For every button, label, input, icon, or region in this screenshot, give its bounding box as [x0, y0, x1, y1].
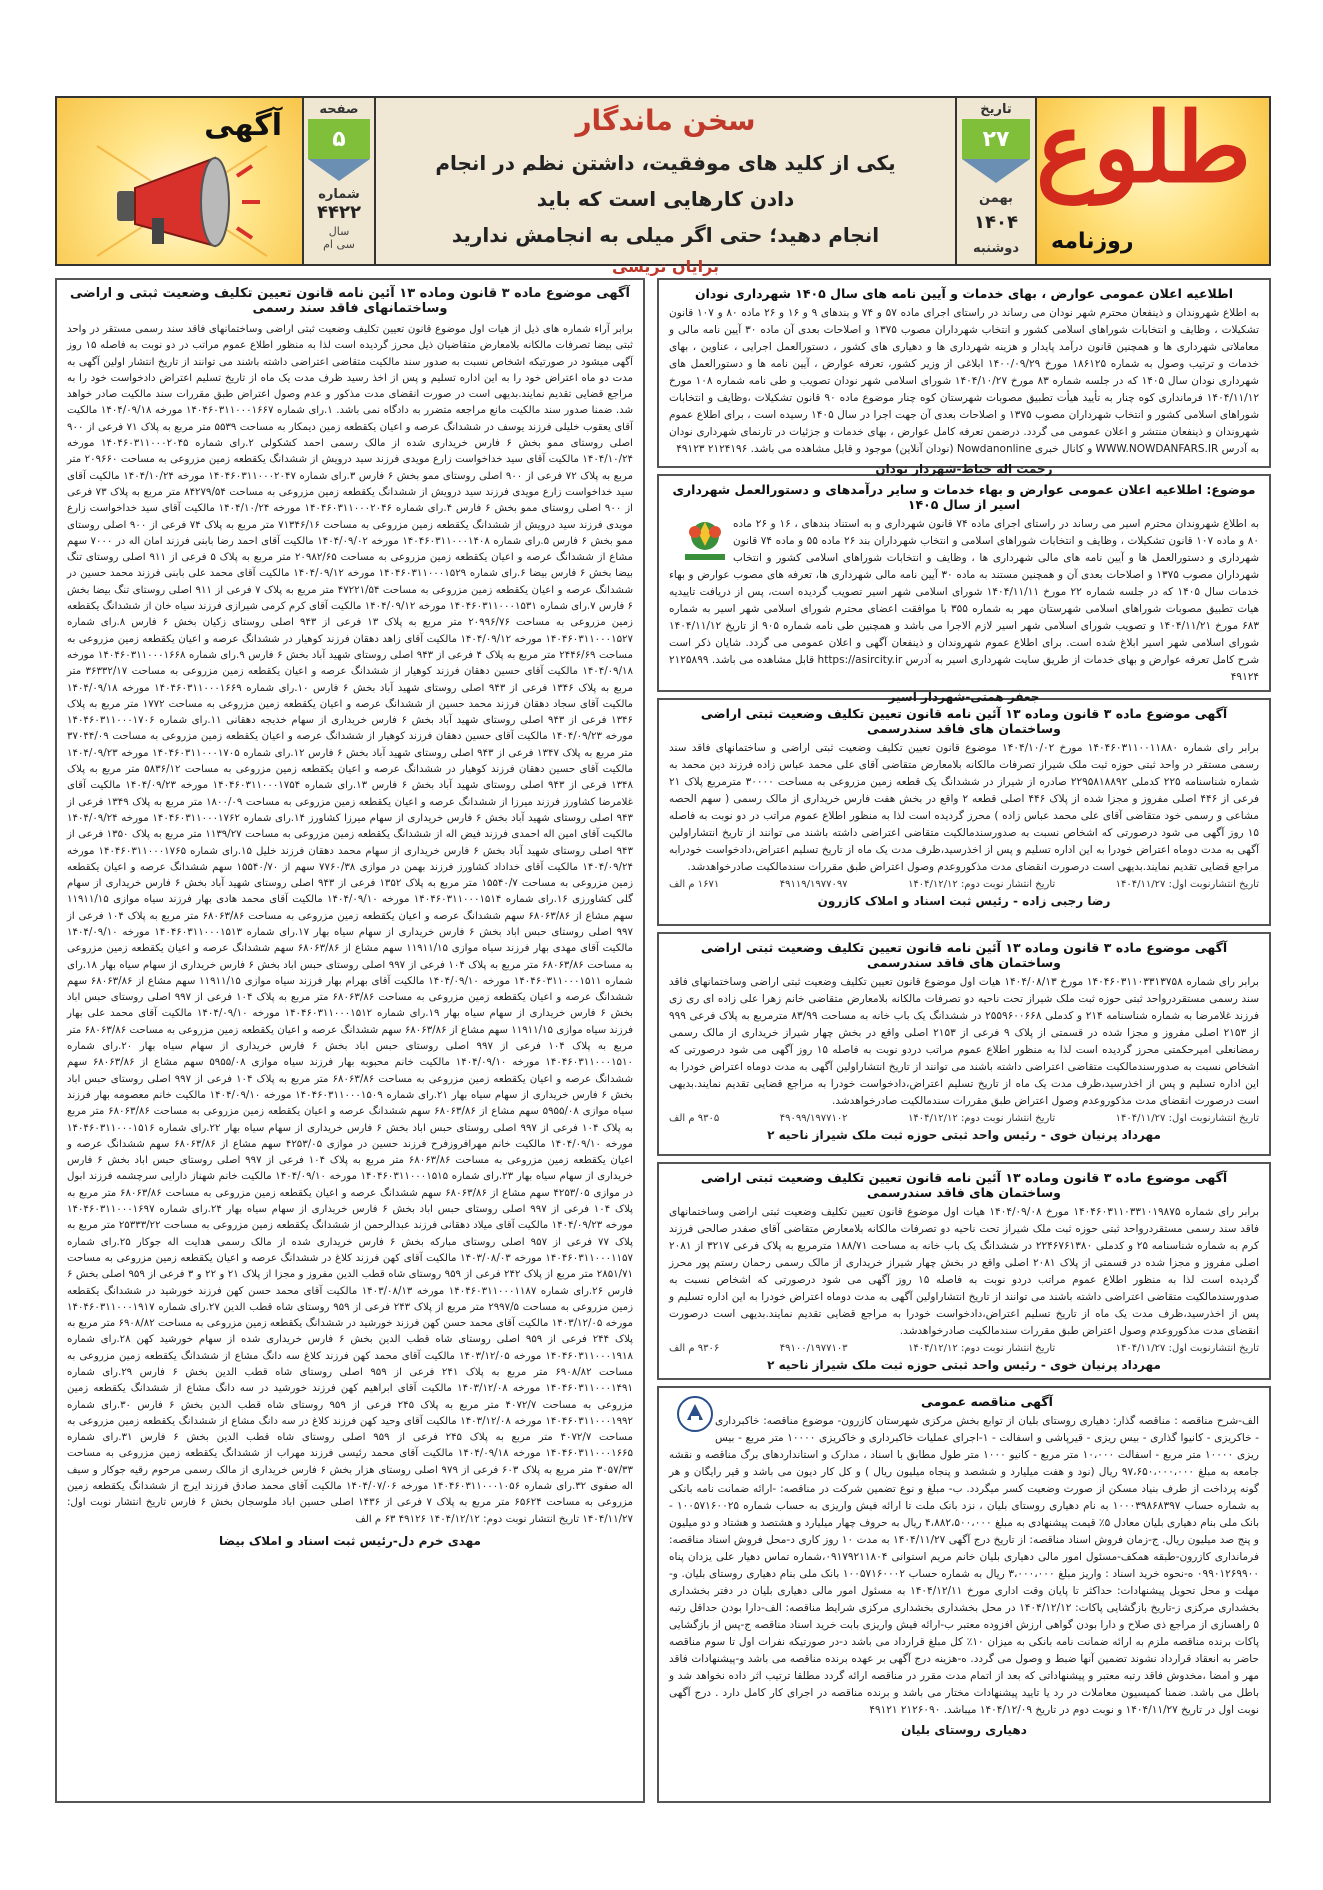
reference-code-2: ۹۳۰۶ م الف	[669, 1343, 720, 1354]
chevron-down-icon	[962, 159, 1030, 183]
registry-notice-column	[55, 278, 645, 1803]
date-box	[957, 98, 1037, 264]
date-label: تاریخ	[980, 102, 1012, 117]
ad-registry-shiraz-1	[657, 932, 1271, 1156]
publication-date-1: تاریخ انتشارنوبت اول: ۱۴۰۴/۱۱/۲۷	[1115, 1113, 1259, 1124]
chevron-down-icon	[308, 159, 370, 181]
year-label: سال	[328, 225, 350, 238]
megaphone-icon	[97, 146, 267, 256]
asir-municipality-logo-icon	[677, 516, 733, 562]
ad-title: آگهی موضوع ماده ۳ قانون وماده ۱۳ آئین نامه قانون تعیین تکلیف وضعیت ثبتی اراضی وساختمان های فاقد سندرسمی	[700, 706, 1228, 736]
reference-code: ۴۹۱۰۰/۱۹۷۷۱۰۳	[779, 1343, 848, 1354]
masthead	[55, 91, 1271, 276]
ad-registry-shiraz-2	[657, 1162, 1271, 1380]
ad-title: آگهی موضوع ماده ۳ قانون وماده ۱۳ آئین نامه قانون تعیین تکلیف وضعیت ثبتی اراضی وساختمان های فاقد سندرسمی	[700, 1170, 1228, 1200]
ad-body: برابر رای شماره ۱۴۰۴۶۰۳۱۱۰۳۳۱۰۱۹۸۷۵ مورخ ۱۴۰۴/۰۹/۰۸ هیات اول موضوع قانون تعیین تکلیف وضعیت ثبتی اراضی وساختمانهای فاقد سند رسمی مستقردرواحد ثبتی حوزه ثبت ملک شیراز تحت ناحیه دو تصرفات مالکانه بلامعارض متقاضی آقای صفدر صالحی فرزند کرم به شماره شناسنامه ۲۵ و کدملی ۲۲۴۶۷۶۱۳۸۰ در ششدانگ یک باب خانه به مساحت ۱۸۸/۷۱ مترمربع به پلاک فرعی ۳۲۱۷ از ۲۰۸۱ اصلی مفروز و مجزا شده در قسمتی از پلاک ۲۰۸۱ اصلی واقع در بخش چهار شیراز خریداری از مالک رسمی رحمان رستم پور محرز گردیده است لذا به منظور اطلاع عموم مراتب دردو نوبت به فاصله ۱۵ روز آگهی می شود درصورتی که اشخاص نسبت به صدورسندمالکیت متقاضی اعتراضی داشته باشند می توانند از تاریخ انتشاراولین آگهی به مدت دوماه اعتراض خودرا به این اداره تسلیم و پس از اخذرسید،ظرف مدت یک ماه از تاریخ تسلیم اعتراض،دادخواست خودرا به مراجع قضایی تقدیم نمایند.بدیهی است درصورت انقضای مدت مذکوروعدم وصول اعتراض طبق مقررات سندمالکیت صادرخواهدشد.	[669, 1206, 1259, 1337]
reference-code-2: ۹۳۰۵ م الف	[669, 1113, 720, 1124]
issue-label: شماره	[318, 187, 360, 202]
ad-registry-kazerun	[657, 698, 1271, 926]
registry-notice-body: برابر آراء شماره های ذیل از هیات اول موضوع قانون تعیین تکلیف وضعیت ثبتی اراضی وساختمانهای فاقد سند رسمی مستقر در واحد ثبتی بیضا تصرفات مالکانه بلامعارض متقاضیان ذیل محرز گردیده است لذا به منظور اطلاع عموم مراتب در دو نوبت به فاصله ۱۵ روز آگهی میشود در صورتیکه اشخاص نسبت به صدور سند مالکیت متقاضی اعتراضی داشته باشند می توانند از تاریخ انتشار اولین آگهی به مدت دو ماه اعتراض خود را به این اداره تسلیم و پس از اخذ رسید ظرف مدت یک ماه از تاریخ تسلیم اعتراض دادخواست خود را به مراجع قضایی تقدیم نمایند.بدیهی است در صورت انقضای مدت مذکور و عدم وصول اعتراض طبق مقررات سند مالکیت صادر خواهد شد. ضمنا صدور سند مالکیت مانع مراجعه متضرر به دادگاه نمی باشد. ۱.رای شماره ۱۴۰۴۶۰۳۱۱۰۰۰۱۶۶۷ مورخه ۱۴۰۴/۰۹/۱۸ مالکیت آقای یعقوب خلیلی فرزند یوسف در ششدانگ عرصه و اعیان یکقطعه زمین دیمکار به مساحت ۵۵۳۹ متر مربع به پلاک ۷۱ فرعی از ۹۰۰ اصلی روستای ممو بخش ۶ فارس خریداری شده از مالک رسمی احمد کشکولی ۲.رای شماره ۱۴۰۴۶۰۳۱۱۰۰۰۲۰۴۵ مورخه ۱۴۰۴/۱۰/۲۴ مالکیت آقای سید خداخواست زارع مویدی فرزند سید درویش از ششدانگ یکقطعه زمین مزروعی به مساحت ۲۰۹۶۶۰ متر مربع به پلاک ۷۲ فرعی از ۹۰۰ اصلی روستای ممو بخش ۶ فارس ۳.رای شماره ۱۴۰۴۶۰۳۱۱۰۰۰۲۰۴۷ مورخه ۱۴۰۴/۱۰/۲۴ مالکیت آقای سید خداخواست زارع مویدی فرزند سید درویش از ششدانگ یکقطعه زمین مزروعی به مساحت ۸۴۲۷۹/۵۴ متر مربع به پلاک ۷۳ فرعی از ۹۰۰ اصلی روستای ممو بخش ۶ فارس ۴.رای شماره ۱۴۰۴۶۰۳۱۱۰۰۰۲۰۴۶ مورخه ۱۴۰۴/۱۰/۲۴ مالکیت آقای سید خداخواست زارع مویدی فرزند سید درویش از ششدانگ یکقطعه زمین مزروعی به مساحت ۷۱۳۴۶/۱۶ متر مربع به پلاک ۷۴ فرعی از ۹۰۰ اصلی روستای ممو بخش ۶ فارس ۵.رای شماره ۱۴۰۴۶۰۳۱۱۰۰۰۱۴۰۸ مورخه ۱۴۰۴/۰۹/۰۲ مالکیت آقای احمد رضا بابنی فرزند امان اله در ۷۰۰۰ سهم مشاع از ششدانگ عرصه و اعیان یکقطعه زمین مزروعی به مساحت ۲۰۹۸۲/۶۵ متر مربع به پلاک ۵ فرعی از ۹۱۱ اصلی روستای تنگ بیضا بخش ۶ فارس بیضا ۶.رای شماره ۱۴۰۴۶۰۳۱۱۰۰۰۱۵۲۹ مورخه ۱۴۰۴/۰۹/۱۲ مالکیت آقای محمد علی بابنی فرزند محمد حسین در ششدانگ عرصه و اعیان یکقطعه زمین مزروعی به مساحت ۴۷۲۲۱/۵۴ متر مربع به پلاک ۷ فرعی از ۹۱۱ اصلی روستای تنگ بیضا بخش ۶ فارس ۷.رای شماره ۱۴۰۴۶۰۳۱۱۰۰۰۱۵۳۱ مورخه ۱۴۰۴/۰۹/۱۲ مالکیت آقای کرم کرمی شیرازی فرزند سیاه خان از ششدانگ یکقطعه زمین مزروعی به مساحت ۲۰۹۹۶/۷۶ متر مربع به پلاک ۱۳ فرعی از ۹۴۳ اصلی روستای زکیان بخش ۶ فارس ۸.رای شماره ۱۴۰۴۶۰۳۱۱۰۰۰۱۵۲۷ مورخه ۱۴۰۴/۰۹/۱۲ مالکیت آقای زاهد دهقان فرزند کوهیار در ششدانگ عرصه و اعیان یکقطعه زمین مزروعی به مساحت ۲۴۴۶/۶۹ متر مربع به پلاک ۴ فرعی از ۹۴۳ اصلی روستای شهید آباد بخش ۶ فارس ۹.رای شماره ۱۴۰۴۶۰۳۱۱۰۰۰۱۶۶۸ مورخه ۱۴۰۴/۰۹/۱۸ مالکیت آقای حسین دهقان فرزند کوهیار از ششدانگ عرصه و اعیان یکقطعه زمین مزروعی به مساحت ۳۶۳۳۲/۱۷ متر مربع به پلاک ۱۳۴۶ فرعی از ۹۴۳ اصلی روستای شهید آباد بخش ۶ فارس ۱۰.رای شماره ۱۴۰۴۶۰۳۱۱۰۰۰۱۶۶۹ مورخه ۱۴۰۴/۰۹/۱۸ مالکیت آقای سجاد دهقان فرزند محمد حسین از ششدانگ عرصه و اعیان یکقطعه زمین مزروعی به مساحت ۱۷۷۲ متر مربع به پلاک ۱۳۴۶ فرعی از ۹۴۳ اصلی روستای شهید آباد بخش ۶ فارس خریداری از سهام خدیجه دهقانی ۱۱.رای شماره ۱۴۰۴۶۰۳۱۱۰۰۰۱۷۰۶ مورخه ۱۴۰۴/۰۹/۲۳ مالکیت آقای حسین دهقان فرزند کوهیار از ششدانگ عرصه و اعیان یکقطعه زمین مزروعی به مساحت ۳۷۰۴۴/۰۹ متر مربع به پلاک ۱۳۴۷ فرعی از ۹۴۳ اصلی روستای شهید آباد بخش ۶ فارس ۱۲.رای شماره ۱۴۰۴۶۰۳۱۱۰۰۰۱۷۰۵ مورخه ۱۴۰۴/۰۹/۲۳ مالکیت آقای حسین دهقان فرزند کوهیار در ششدانگ عرصه و اعیان یکقطعه زمین مزروعی به مساحت ۵۸۳۶/۱۲ متر مربع به پلاک ۱۳۴۸ فرعی از ۹۴۳ اصلی روستای شهید آباد بخش ۶ فارس ۱۳.رای شماره ۱۴۰۴۶۰۳۱۱۰۰۰۱۷۵۴ مورخه ۱۴۰۴/۰۹/۲۳ مالکیت آقای غلامرضا کشاورز فرزند میرزا از ششدانگ عرصه و اعیان یکقطعه زمین مزروعی به مساحت ۱۸۰۰/۰۹ متر مربع به پلاک ۱۳۴۹ فرعی از ۹۴۳ اصلی روستای شهید آباد بخش ۶ فارس خریداری از سهام میرزا کشاورز ۱۴.رای شماره ۱۴۰۴۶۰۳۱۱۰۰۰۱۷۶۲ مورخه ۱۴۰۴/۰۹/۲۴ مالکیت آقای امین اله احمدی فرزند فیض اله از ششدانگ یکقطعه زمین مزروعی به مساحت ۱۱۳۹/۲۷ متر مربع به پلاک ۱۳۵۰ فرعی از ۹۴۳ اصلی روستای شهید آباد بخش ۶ فارس خریداری از سهام محمد دهقان فرزند خلیل ۱۵.رای شماره ۱۴۰۴۶۰۳۱۱۰۰۰۱۷۶۵ مورخه ۱۴۰۴/۰۹/۲۴ مالکیت آقای خداداد کشاورز فرزند بهمن در موازی ۷۷۶۰/۳۸ سهم از ۱۵۵۴۰/۷۰ سهم ششدانگ عرصه و اعیان یکقطعه زمین مزروعی به مساحت ۱۵۵۴۰/۷ متر مربع به پلاک ۱۳۵۲ فرعی از ۹۴۳ اصلی روستای شهید آباد بخش ۶ فارس خریداری از سهام گلی کشاورزی ۱۶.رای شماره ۱۴۰۴۶۰۳۱۱۰۰۰۱۵۱۴ مورخه ۱۴۰۴/۰۹/۱۰ مالکیت آقای محمد هادی بهار فرزند سیاه موازی ۱۱۹۱۱/۱۵ سهم مشاع از ۶۸۰۶۳/۸۶ سهم ششدانگ عرصه و اعیان یکقطعه زمین مزروعی به مساحت ۶۸۰۶۳/۸۶ متر مربع به پلاک ۱۰۴ فرعی از ۹۹۷ اصلی روستای حبس اباد بخش ۶ فارس خریداری از سهام سیاه بهار ۱۷.رای شماره ۱۴۰۴۶۰۳۱۱۰۰۰۱۵۱۳ مورخه ۱۴۰۴/۰۹/۱۰ مالکیت آقای مهدی بهار فرزند سیاه موازی ۱۱۹۱۱/۱۵ سهم مشاع از ۶۸۰۶۳/۸۶ سهم ششدانگ عرصه و اعیان یکقطعه زمین مزروعی به مساحت ۶۸۰۶۳/۸۶ متر مربع به پلاک ۱۰۴ فرعی از ۹۹۷ اصلی روستای حبس اباد بخش ۶ فارس خریداری از سهام سیاه بهار ۱۸.رای شماره ۱۴۰۴۶۰۳۱۱۰۰۰۱۵۱۱ مورخه ۱۴۰۴/۰۹/۱۰ مالکیت آقای بهرام بهار فرزند سیاه موازی ۱۱۹۱۱/۱۵ سهم مشاع از ۶۸۰۶۳/۸۶ سهم ششدانگ عرصه و اعیان یکقطعه زمین مزروعی به مساحت ۶۸۰۶۳/۸۶ متر مربع به پلاک ۱۰۴ فرعی از ۹۹۷ اصلی روستای حبس اباد بخش ۶ فارس خریداری از سهام سیاه بهار ۱۹.رای شماره ۱۴۰۴۶۰۳۱۱۰۰۰۱۵۱۲ مورخه ۱۴۰۴/۰۹/۱۰ مالکیت آقای محمد علی بهار فرزند سیاه موازی ۱۱۹۱۱/۱۵ سهم مشاع از ۶۸۰۶۳/۸۶ سهم ششدانگ عرصه و اعیان یکقطعه زمین مزروعی به مساحت ۶۸۰۶۳/۸۶ متر مربع به پلاک ۱۰۴ فرعی از ۹۹۷ اصلی روستای حبس اباد بخش ۶ فارس خریداری از سهام سیاه بهار ۲۰.رای شماره ۱۴۰۴۶۰۳۱۱۰۰۰۱۵۱۰ مورخه ۱۴۰۴/۰۹/۱۰ مالکیت خانم محبوبه بهار فرزند سیاه موازی ۵۹۵۵/۰۸ سهم مشاع از ۶۸۰۶۳/۸۶ سهم ششدانگ عرصه و اعیان یکقطعه زمین مزروعی به مساحت ۶۸۰۶۳/۸۶ متر مربع به پلاک ۱۰۴ فرعی از ۹۹۷ اصلی روستای حبس اباد بخش ۶ فارس خریداری از سهام سیاه بهار ۲۱.رای شماره ۱۴۰۴۶۰۳۱۱۰۰۰۱۵۰۹ مورخه ۱۴۰۴/۰۹/۱۰ مالکیت خانم معصومه بهار فرزند سیاه موازی ۵۹۵۵/۰۸ سهم مشاع از ۶۸۰۶۳/۸۶ سهم ششدانگ عرصه و اعیان یکقطعه زمین مزروعی به مساحت ۶۸۰۶۳/۸۶ متر مربع به پلاک ۱۰۴ فرعی از ۹۹۷ اصلی روستای حبس اباد بخش ۶ فارس خریداری از سهام سیاه بهار ۲۲.رای شماره ۱۴۰۴۶۰۳۱۱۰۰۰۱۵۱۶ مورخه ۱۴۰۴/۰۹/۱۰ مالکیت خانم مهرافروزفرح فرزند حسین در موازی ۴۲۵۳/۰۵ سهم مشاع از ۶۸۰۶۳/۸۶ سهم ششدانگ عرصه و اعیان یکقطعه زمین مزروعی به مساحت ۶۸۰۶۳/۸۶ متر مربع به پلاک ۱۰۴ فرعی از ۹۹۷ اصلی روستای حبس اباد بخش ۶ فارس خریداری از سهام سیاه بهار ۲۳.رای شماره ۱۴۰۴۶۰۳۱۱۰۰۰۱۵۱۵ مورخه ۱۴۰۴/۰۹/۱۰ مالکیت خانم شهناز دارایی سرچشمه فرزند ابول در موازی ۴۲۵۳/۰۵ سهم مشاع از ۶۸۰۶۳/۸۶ سهم ششدانگ عرصه و اعیان یکقطعه زمین مزروعی به مساحت ۶۸۰۶۳/۸۶ متر مربع به پلاک ۱۰۴ فرعی از ۹۹۷ اصلی روستای حبس اباد بخش ۶ فارس خریداری از سهام سیاه بهار ۲۴.رای شماره ۱۴۰۴۶۰۳۱۱۰۰۰۱۶۹۷ مورخه ۱۴۰۴/۰۹/۲۳ مالکیت آقای میلاد دهقانی فرزند عبدالرحمن از ششدانگ یکقطعه زمین مزروعی به مساحت ۲۵۳۳۳/۲۲ متر مربع به پلاک ۷۷ فرعی از ۹۵۷ اصلی روستای مبارکه بخش ۶ فارس خریداری شده از مالک رسمی هدایت اله جوکار ۲۵.رای شماره ۱۴۰۴۶۰۳۱۱۰۰۰۱۱۵۷ مورخه ۱۴۰۳/۰۸/۰۳ مالکیت آقای کهن فرزند کلاغ در ششدانگ عرصه و اعیان یکقطعه زمین مزروعی به مساحت ۲۸۵۱/۷۱ متر مربع از پلاک ۲۴۲ فرعی از ۹۵۹ روستای شاه قطب الدین مفروز و مجزا از پلاک ۲۱ و ۲۲ و ۳ فرعی از ۹۵۹ اصلی بخش ۶ فارس ۲۶.رای شماره ۱۴۰۴۶۰۳۱۱۰۰۰۱۱۸۷ مورخه ۱۴۰۳/۰۸/۱۳ مالکیت آقای محمد حسن کهن فرزند خورشید در ششدانگ یکقطعه زمین مزروعی به مساحت ۲۹۹۷/۵ متر مربع از پلاک ۲۴۳ فرعی از ۹۵۹ روستای شاه قطب الدین ۲۷.رای شماره ۱۴۰۴۶۰۳۱۱۰۰۰۱۹۱۷ مورخه ۱۴۰۳/۱۲/۰۵ مالکیت آقای محمد حسن کهن فرزند خورشید در ششدانگ یکقطعه زمین مزروعی به مساحت ۶۹۰۸/۸۲ متر مربع به پلاک ۲۴۴ فرعی از ۹۵۹ اصلی روستای شاه قطب الدین بخش ۶ فارس خریداری شده از سهام خورشید کهن ۲۸.رای شماره ۱۴۰۴۶۰۳۱۱۰۰۰۱۹۱۸ مورخه ۱۴۰۳/۱۲/۰۵ مالکیت آقای محمد کهن فرزند کلاغ سه دانگ مشاع از ششدانگ یکقطعه زمین مزروعی به مساحت ۶۹۰۸/۸۲ متر مربع به پلاک ۲۴۱ فرعی از ۹۵۹ اصلی روستای شاه قطب الدین بخش ۶ فارس ۲۹.رای شماره ۱۴۰۴۶۰۳۱۱۰۰۰۱۴۹۱ مورخه ۱۴۰۳/۱۲/۰۸ مالکیت آقای ابراهیم کهن فرزند خورشید در سه دانگ مشاع از ششدانگ یکقطعه زمین مزروعی به مساحت ۴۰۷۲/۷ متر مربع به پلاک ۲۴۵ فرعی از ۹۵۹ روستای شاه قطب الدین بخش ۶ فارس ۳۰.رای شماره ۱۴۰۴۶۰۳۱۱۰۰۰۱۹۹۲ مورخه ۱۴۰۳/۱۲/۰۸ مالکیت آقای وحید کهن فرزند کلاغ در سه دانگ مشاع از ششدانگ یکقطعه زمین مزروعی به مساحت ۴۰۷۲/۷ متر مربع به پلاک ۲۴۵ فرعی از ۹۵۹ اصلی روستای شاه قطب الدین بخش ۶ فارس ۳۱.رای شماره ۱۴۰۴۶۰۳۱۱۰۰۰۱۶۶۵ مورخه ۱۴۰۴/۰۹/۱۸ مالکیت آقای محمد رئیسی فرزند مهراب از ششدانگ یکقطعه زمین مزروعی به مساحت ۳۰۵۷/۳۳ متر مربع به پلاک ۶۰۳ فرعی از ۹۷۹ اصلی روستای هزار بخش ۶ فارس خریداری از مالک رسمی مرحوم رقیه جوکار و سیف اله صفوی ۳۲.رای شماره ۱۴۰۴۶۰۳۱۱۰۰۰۱۰۵۶ مورخه ۱۴۰۴/۰۷/۰۶ مالکیت آقای محمد صادق فرزند ایرج از ششدانگ یکقطعه زمین مزروعی به مساحت ۶۵۶۲۴ متر مربع به پلاک ۷ فرعی از ۱۴۳۶ اصلی حسین اباد ملوسجان بخش ۶ فارس تاریخ انتشار نوبت اول: ۱۴۰۴/۱۱/۲۷ تاریخ انتشار نوبت دوم: ۱۴۰۴/۱۲/۱۲ ۴۹۱۲۶ ۶۳ م الف	[66, 324, 634, 1525]
date-day: ۲۷	[982, 126, 1010, 152]
publication-date-2: تاریخ انتشار نوبت دوم: ۱۴۰۴/۱۲/۱۲	[908, 1113, 1056, 1124]
ad-nowdan-municipality	[657, 278, 1271, 476]
date-year: ۱۴۰۴	[974, 212, 1018, 233]
ad-title: اطلاعیه اعلان عمومی عوارض ، بهای خدمات و آیین نامه های سال ۱۴۰۵ شهرداری نودان	[694, 286, 1234, 301]
ad-section-badge	[57, 98, 304, 264]
page-label: صفحه	[319, 102, 359, 117]
ad-public-tender-belian	[657, 1386, 1271, 1803]
ad-signature: رضا رجبی زاده - رئیس ثبت اسناد و املاک کازرون	[817, 894, 1111, 908]
quote-line-1: یکی از کلید های موفقیت، داشتن نظم در انجام دادن کارهایی است که باید	[435, 151, 896, 211]
date-day-tab	[962, 119, 1030, 159]
reference-code-2: ۱۶۷۱ م الف	[669, 879, 720, 890]
ad-publication-meta	[669, 1113, 1259, 1124]
publication-date-2: تاریخ انتشار نوبت دوم: ۱۴۰۴/۱۲/۱۲	[908, 879, 1056, 890]
ad-signature: مهرداد پرنیان خوی - رئیس واحد ثبتی حوزه ثبت ملک شیراز ناحیه ۲	[767, 1358, 1161, 1372]
ad-asir-municipality	[657, 474, 1271, 704]
publication-date-2: تاریخ انتشار نوبت دوم: ۱۴۰۴/۱۲/۱۲	[908, 1343, 1056, 1354]
ad-title: آگهی موضوع ماده ۳ قانون وماده ۱۳ آئین نامه قانون تعیین تکلیف وضعیت ثبتی اراضی وساختمان های فاقد سندرسمی	[700, 940, 1228, 970]
reference-code: ۴۹۱۱۹/۱۹۷۷۰۹۷	[779, 879, 848, 890]
issue-number: ۴۴۲۲	[317, 202, 361, 223]
ad-body: برابر رای شماره ۱۴۰۴۶۰۳۱۱۰۰۱۱۸۸۰ مورخ ۱۴۰۴/۱۰/۰۲ موضوع قانون تعیین تکلیف وضعیت ثبتی اراضی و ساختمانهای فاقد سند رسمی مستقر در واحد ثبتی حوزه ثبت ملک شیراز تصرفات مالکانه بلامعارض متقاضی آقای علی محمد عباس زاده فرزند دین محمد به شماره شناسنامه ۲۲۵ کدملی ۲۲۹۵۸۱۸۸۹۲ صادره از شیراز در ششدانگ یک قطعه زمین مزروعی به مساحت ۳۰۰۰۰ مترمربع پلاک ۲۱ فرعی از ۴۴۶ اصلی مفروز و مجزا شده از پلاک ۴۴۶ اصلی قطعه ۲ واقع در بخش هفت فارس خریداری از مالک رسمی ( سهم الحصه مشاعی و رسمی خود متقاضی آقای علی محمد عباس زاده ) محرز گردیده است لذا به منظور اطلاع عموم مراتب در دو نوبت به فاصله ۱۵ روز آگهی می شود درصورتی که اشخاص نسبت به صدورسندمالکیت متقاضی اعتراضی داشته باشند می توانند از تاریخ انتشاراولین آگهی به مدت دوماه اعتراض خودرا به این اداره تسلیم و پس از اخذرسید،ظرف مدت یک ماه از تاریخ تسلیم اعتراض،دادخواست خودرابه مراجع قضایی تقدیم نمایند.بدیهی است درصورت انقضای مدت مذکوروعدم وصول اعتراض طبق مقررات سندمالکیت صادرخواهدشد.	[669, 742, 1260, 873]
ad-body: برابر رای شماره ۱۴۰۴۶۰۳۱۱۰۳۳۱۳۷۵۸ مورخ ۱۴۰۴/۰۸/۱۳ هیات اول موضوع قانون تعیین تکلیف وضعیت ثبتی اراضی وساختمانهای فاقد سند رسمی مستقردرواحد ثبتی حوزه ثبت ملک شیراز تحت ناحیه دو تصرفات مالکانه بلامعارض متقاضی خانم زهرا علی زاده ای ری زی فرزند غلامرضا به شماره شناسنامه ۲۱۴ و کدملی ۲۵۵۹۶۰۰۶۶۸ در ششدانگ یک باب خانه به مساحت ۸۳/۹۹ مترمربع به پلاک فرعی ۹۹۹ از ۲۱۵۳ اصلی مفروز و مجزا شده در قسمتی از پلاک ۹ فرعی از ۲۱۵۳ اصلی واقع در بخش چهار شیراز خریداری از مالک رسمی رمضانعلی امیرحکمتی محرز گردیده است لذا به منظور اطلاع عموم مراتب دردو نوبت به فاصله ۱۵ روز آگهی می شود درصورتی که اشخاص نسبت به صدورسندمالکیت متقاضی اعتراضی داشته باشند می توانند از تاریخ انتشاراولین آگهی به مدت دوماه اعتراض خودرا به این اداره تسلیم و پس از اخذرسید،ظرف مدت یک ماه از تاریخ تسلیم اعتراض،دادخواست خودرا به مراجع قضایی تقدیم نمایند.بدیهی است درصورت انقضای مدت مذکوروعدم وصول اعتراض طبق مقررات سندمالکیت صادرخواهدشد.	[669, 976, 1259, 1107]
ad-signature: جعفر همتی-شهردار اسیر	[888, 690, 1040, 704]
publication-date-1: تاریخ انتشارنوبت اول: ۱۴۰۴/۱۱/۲۷	[1115, 1343, 1259, 1354]
right-ads-column	[657, 278, 1271, 1809]
ad-title: موضوع: اطلاعیه اعلان عمومی عوارض و بهاء خدمات و سایر درآمدهای و دستورالعمل شهرداری اسیر از سال ۱۴۰۵	[672, 482, 1256, 512]
publication-date-1: تاریخ انتشارنوبت اول: ۱۴۰۴/۱۱/۲۷	[1115, 879, 1259, 890]
ad-publication-meta	[669, 879, 1259, 890]
quote-author: برایان تریسی	[611, 257, 720, 276]
year-value: سی ام	[323, 238, 355, 251]
page-number-tab	[308, 119, 370, 159]
reference-code: ۴۹۰۹۹/۱۹۷۷۱۰۲	[779, 1113, 848, 1124]
ad-body: به اطلاع شهروندان و ذینفعان محترم شهر نودان می رساند در راستای اجرای ماده ۵۷ و ۷۴ و بندهای ۹ و ۱۶ و ۲۶ ماده ۸۰ و ۱۰۷ قانون تشکیلات ، وظایف و انتخابات شوراهای اسلامی کشور و انتخاب شهرداران مصوب ۱۳۷۵ و اصلاحات بعدی آن ماده ۳۰ آیین نامه مالی و معاملاتی شهرداری ها و همچنین قانون درآمد پایدار و هزینه شهرداری ها و دهیاری های کشور ، دستورالعمل اجرایی ، عناوین ، بهای خدمات و ترتیب وصول به شماره ۱۸۶۱۲۵ مورخ ۱۴۰۰/۰۹/۲۹ ابلاغی از وزیر کشور، تعرفه عوارض ، آیین نامه ها و دستورالعمل های شهرداری نودان سال ۱۴۰۵ که در جلسه شماره ۸۳ مورخ ۱۴۰۴/۱۰/۲۷ شورای اسلامی شهر نودان تصویب و طی نامه شماره ۱۰۸ مورخ ۱۴۰۴/۱۱/۱۲ فرمانداری کوه چنار به تأیید هیأت تطبیق مصوبات شهرستان کوه چنار موضوع ماده ۹۰ قانون تشکیلات ،وظایف و انتخابات شوراهای اسلامی کشور و انتخاب شهرداران مصوب ۱۳۷۵ و اصلاحات بعدی آن جهت اجرا در سال ۱۴۰۵ رسیده است ، برای اطلاع عموم شهروندان و ذینفعان منتشر و اعلان عمومی می گردد. درضمن تعرفه کامل عوارض ، بهای خدمات و جزئیات در تارنمای شهرداری نودان به آدرس WWW.NOWDANFARS.IR و کانال خبری Nowdanonline (نودان آنلاین) موجود و قابل مشاهده می باشد. ۲۱۲۴۱۹۶ ۴۹۱۲۳	[669, 307, 1260, 455]
ad-body: به اطلاع شهروندان محترم اسیر می رساند در راستای اجرای ماده ۷۴ قانون شهرداری و به استناد بندهای ، ۱۶ و ۲۶ ماده ۸۰ و ماده ۱۰۷ قانون تشکیلات ، وظایف و انتخابات شوراهای اسلامی و انتخاب شهرداران بند ۲۶ ماده ۵۵ و ماده ۷۴ قانون شهرداری و دستورالعمل ها و آیین نامه های مالی شهرداری ها ، وظایف و انتخابات شوراهای اسلامی کشور و انتخاب شهرداران مصوب ۱۳۷۵ و اصلاحات بعدی آن و همچنین مستند به ماده ۳۰ آیین نامه مالی شهرداری ها، تعرفه های مصوب عوارض و بهاء خدمات سال ۱۴۰۵ که در جلسه شماره ۲۲ مورخ ۱۴۰۴/۱۱/۱۱ شورای اسلامی شهر اسیر تصویب گردیده است، پس از دریافت تاییدیه هیات تطبیق مصوبات شوراهای اسلامی شهرستان مهر به شماره ۳۵۵ با موافقت اعضای محترم شورای اسلامی شهر اسیر به شماره ۶۸۳ مورخ ۱۴۰۴/۱۱/۲۱ و تصویب شورای اسلامی شهر اسیر لازم الاجرا می باشد و همچنین طی نامه شماره ۹۰۵ از تاریخ ۱۴۰۴/۱۱/۱۲ شورای اسلامی شهر اسیر ابلاغ شده است. برای اطلاع عموم شهروندان و ذینفعان آگهی و اعلان عمومی می گردد. شایان ذکر است شرح کامل تعرفه عوارض و بهای خدمات از طریق سایت شهرداری اسیر به آدرس https://asircity.ir قابل مشاهده می باشد. ۲۱۲۵۸۹۹ ۴۹۱۲۴	[669, 518, 1260, 683]
quote-box	[376, 98, 957, 276]
page-number-box	[304, 98, 376, 264]
registry-notice-title: آگهی موضوع ماده ۳ قانون وماده ۱۳ آئین نامه قانون تعیین تکلیف وضعیت ثبتی و اراضی وساختمانهای فاقد سند رسمی	[70, 286, 630, 316]
page-number: ۵	[332, 126, 346, 152]
ad-signature: مهرداد پرنیان خوی - رئیس واحد ثبتی حوزه ثبت ملک شیراز ناحیه ۲	[767, 1128, 1161, 1142]
registry-notice-signature: مهدی خرم دل-رئیس ثبت اسناد و املاک بیضا	[219, 1533, 481, 1548]
ad-body: الف-شرح مناقصه : مناقصه گذار: دهیاری روستای بلیان از توابع بخش مرکزی شهرستان کازرون- موضوع مناقصه: خاکبرداری - خاکریزی - کانیوا گذاری - بیس ریزی - قیرپاشی و اسفالت - ۱-اجرای عملیات خاکبرداری و خاکریزی ۱۰۰۰۰ متر مربع - بیس ریزی ۱۰۰۰۰ متر مربع - اسفالت ۱۰،۰۰۰ متر مربع - کانیو ۱۰۰۰ متر طول مطابق با اسناد ، مدارک و استانداردهای برگ مناقصه و نقشه جامعه به مبلغ ۹۷،۶۵۰،۰۰۰،۰۰۰ ریال (نود و هفت میلیارد و ششصد و پنجاه میلیون ریال ) و کل کار دیون می باشد و قیر رایگان و هر گونه پرداخت از طرف بنیاد مسکن از صورت وضعیت کسر میگردد. ب- مبلغ و نوع تضمین شرکت در مناقصه: -ارائه ضمانت نامه بانکی به شماره حساب ۱۰۰۰۳۹۸۶۸۳۹۷ به نام دهیاری روستای بلیان ، نزد بانک ملت تا ارائه فیش واریزی به حساب شماره ۱۰۰۵۷۱۶۰۰۲۵ - بانک ملی بنام دهیاری بلیان معادل ۵٪ قیمت پیشنهادی به مبلغ ۴،۸۸۲،۵۰۰،۰۰۰ ریال به حروف چهار میلیارد و هشتصد و هشتاد و دو میلیون و پنج صد میلیون ریال. ج-زمان فروش اسناد مناقصه: از تاریخ درج آگهی ۱۴۰۴/۱۱/۲۷ به مدت ۱۰ روز کاری د-محل فروش اسناد مناقصه: فرمانداری کازرون-طبقه همکف-مسئول امور مالی دهیاری بلیان خانم مریم استوانی ۰۹۱۷۹۲۱۱۸۰۴،شماره تماس دهیار علی یزدان پناه ۰۹۹۰۱۲۶۹۹۰۰ ه-نحوه خرید اسناد : واریز مبلغ ۳،۰۰۰،۰۰۰ ریال به شماره حساب ۱۰۰۵۷۱۶۰۰۰۲ بانک ملی بنام دهیاری روستای بلیان. و-مهلت و محل تحویل پیشنهادات: حداکثر تا پایان وقت اداری مورخ ۱۴۰۴/۱۲/۱۱ به مسئول امور مالی دهیاری بلیان در دفتر بخشداری بخشداری مرکزی ز-تاریخ بازگشایی پاکات: ۱۴۰۴/۱۲/۱۲ در محل بخشداری بخشداری مرکزی شرایط مناقصه: الف-دارا بودن حداقل رتبه ۵ راهسازی از مراجع ذی صلاح و دارا بودن گواهی ارزش افزوده معتبر ب-ارائه فیش واریزی بابت خرید اسناد مناقصه ج-پس از بازگشایی پاکات برنده مناقصه ملزم به ارائه ضمانت نامه بانکی به میزان ۱۰٪ کل مبلغ قرارداد می باشد د-در صورتیکه نفرات اول تا سوم مناقصه حاضر به انعقاد قرارداد نشوند تضمین آنها ضبط و وصول می گردد. ه-هزینه درج آگهی بر عهده برنده مناقصه می باشد و-پیشنهادات فاقد مهر و امضا ،مخدوش فاقد رتبه معتبر و پیشنهاداتی که بعد از اتمام مدت مقرر در مناقصه ارائه گردد مطلقا ترتیب اثر داده نخواهد شد و باطل می باشد. ضمنا کمیسیون معاملات در رد یا تایید پیشنهادات مختار می باشد و برنده مناقصه در اجرای کار کامل دارد . درج آگهی نوبت اول در تاریخ ۱۴۰۴/۱۱/۲۷ و نوبت دوم در تاریخ ۱۴۰۴/۱۲/۰۹ میباشد. ۲۱۲۶۰۹۰ ۴۹۱۲۱	[669, 1415, 1260, 1716]
quote-title: سخن ماندگار	[575, 104, 756, 137]
brand-subtitle: روزنامه	[1051, 229, 1134, 254]
ad-signature: دهیاری روستای بلیان	[901, 1723, 1027, 1737]
ad-publication-meta	[669, 1343, 1259, 1354]
ad-badge-title: آگهی	[204, 108, 282, 143]
quote-text	[376, 137, 955, 253]
quote-line-2: انجام دهید؛ حتی اگر میلی به انجامش ندارید	[451, 223, 880, 247]
date-weekday: دوشنبه	[972, 241, 1020, 256]
ad-title: آگهی مناقصه عمومی	[921, 1394, 1053, 1409]
brand-name: طلوع	[1035, 91, 1251, 204]
ad-signature: رحمت اله خیاط-شهردار نودان	[875, 462, 1053, 476]
newspaper-logo	[1035, 91, 1269, 264]
village-council-logo-icon	[675, 1394, 715, 1434]
date-month: بهمن	[979, 191, 1013, 206]
